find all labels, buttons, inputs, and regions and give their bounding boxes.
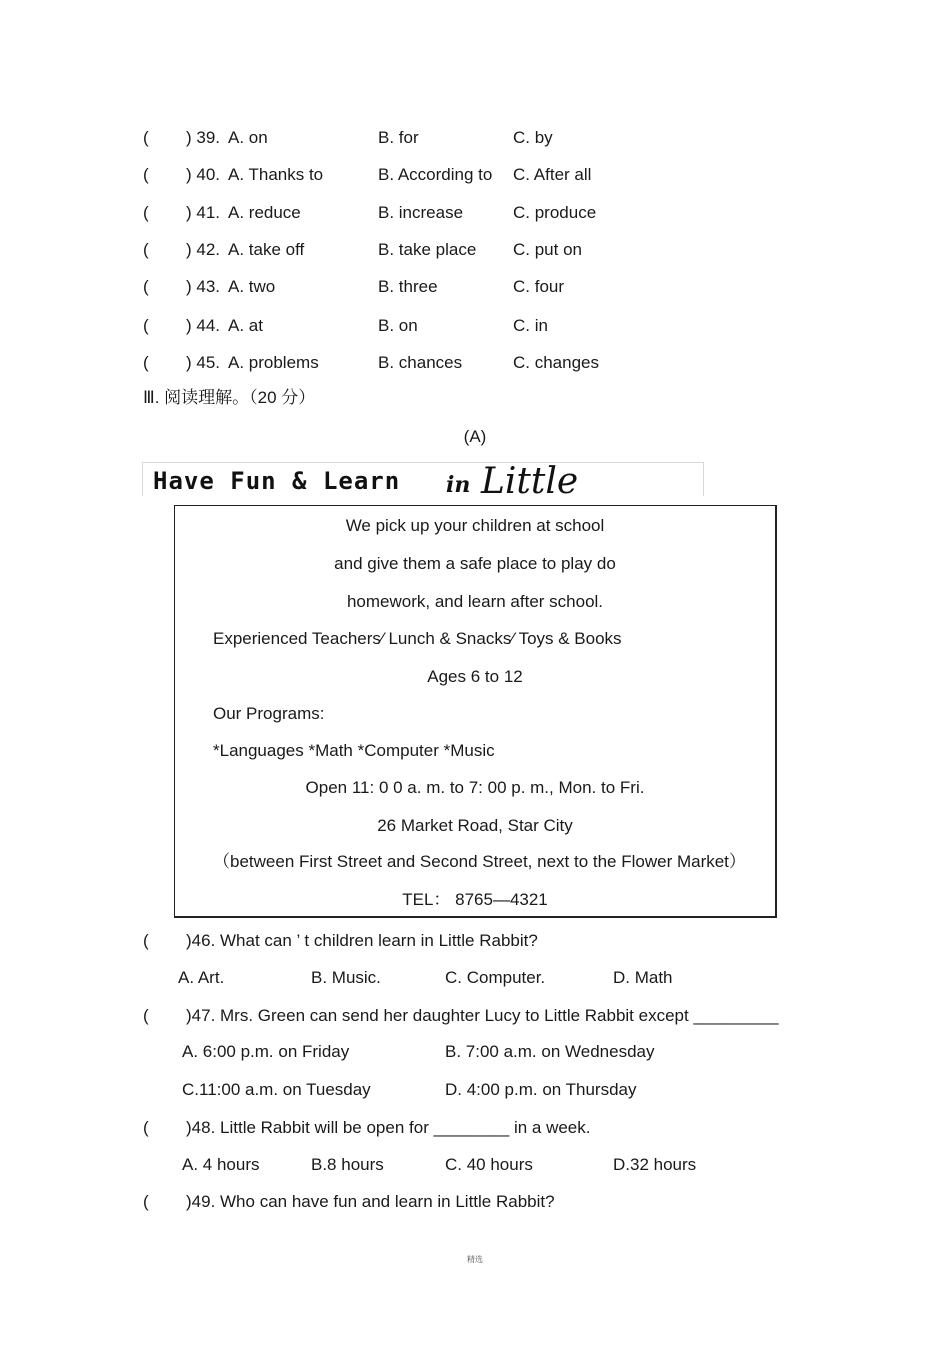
option-a: A. two	[228, 277, 276, 296]
ad-ages: Ages 6 to 12	[427, 667, 523, 686]
question-47-option-c: C.11:00 a.m. on Tuesday	[182, 1080, 371, 1099]
question-46-option-d: D. Math	[613, 968, 673, 987]
question-46-option-c: C. Computer.	[445, 968, 546, 987]
banner-text-part1: Have Fun & Learn	[153, 467, 401, 495]
question-46-stem: )46. What can ’ t children learn in Little Rabbit?	[186, 931, 538, 950]
option-b: B. increase	[378, 203, 464, 222]
question-number: ) 39.	[186, 128, 221, 147]
paren-open: (	[143, 1118, 149, 1137]
question-row	[0, 317, 950, 337]
question-row	[0, 354, 950, 374]
option-c: C. in	[513, 316, 548, 335]
option-b: B. three	[378, 277, 438, 296]
question-47-option-b: B. 7:00 a.m. on Wednesday	[445, 1042, 655, 1061]
ad-address: 26 Market Road, Star City	[377, 816, 573, 835]
question-number: ) 42.	[186, 240, 221, 259]
question-number: ) 43.	[186, 277, 221, 296]
option-a: A. reduce	[228, 203, 301, 222]
question-46-option-b: B. Music.	[311, 968, 381, 987]
question-48-option-a: A. 4 hours	[182, 1155, 260, 1174]
ad-programs-list: *Languages *Math *Computer *Music	[213, 741, 495, 760]
question-48-option-b: B.8 hours	[311, 1155, 384, 1174]
question-number: ) 45.	[186, 353, 221, 372]
question-row	[0, 129, 950, 149]
ad-location: （between First Street and Second Street, next to the Flower Market）	[213, 852, 746, 871]
question-46-option-a: A. Art.	[178, 968, 225, 987]
question-48-stem: )48. Little Rabbit will be open for ________ in a week.	[186, 1118, 591, 1137]
option-c: C. by	[513, 128, 553, 147]
ad-programs-title: Our Programs:	[213, 704, 325, 723]
option-c: C. changes	[513, 353, 599, 372]
paren-open: (	[143, 1192, 149, 1211]
paren-open: (	[143, 316, 149, 335]
question-number: ) 44.	[186, 316, 221, 335]
option-b: B. take place	[378, 240, 477, 259]
option-a: A. Thanks to	[228, 165, 324, 184]
question-48-option-d: D.32 hours	[613, 1155, 697, 1174]
question-row	[0, 166, 950, 186]
option-c: C. four	[513, 277, 565, 296]
option-c: C. put on	[513, 240, 582, 259]
question-47-option-a: A. 6:00 p.m. on Friday	[182, 1042, 350, 1061]
ad-hours: Open 11: 0 0 a. m. to 7: 00 p. m., Mon. to Fri.	[305, 778, 645, 797]
option-a: A. problems	[228, 353, 319, 372]
option-b: B. According to	[378, 165, 493, 184]
advertisement-box	[174, 505, 777, 918]
ad-line: We pick up your children at school	[345, 516, 605, 535]
option-a: A. on	[228, 128, 268, 147]
question-47-option-d: D. 4:00 p.m. on Thursday	[445, 1080, 637, 1099]
option-c: C. After all	[513, 165, 592, 184]
paren-open: (	[143, 1006, 149, 1025]
paren-open: (	[143, 353, 149, 372]
question-row	[0, 241, 950, 261]
banner-text-part2: in	[446, 472, 471, 496]
part-label: (A)	[463, 427, 487, 446]
option-c: C. produce	[513, 203, 597, 222]
option-b: B. for	[378, 128, 419, 147]
question-number: ) 41.	[186, 203, 221, 222]
question-row	[0, 278, 950, 298]
page-footer: 精选	[467, 1255, 483, 1264]
ad-line: and give them a safe place to play do	[334, 554, 616, 573]
paren-open: (	[143, 931, 149, 950]
ad-line: homework, and learn after school.	[346, 592, 604, 611]
paren-open: (	[143, 240, 149, 259]
paren-open: (	[143, 128, 149, 147]
option-a: A. take off	[228, 240, 305, 259]
paren-open: (	[143, 277, 149, 296]
option-b: B. chances	[378, 353, 463, 372]
banner-text-part3: Little	[481, 462, 579, 496]
option-b: B. on	[378, 316, 418, 335]
ad-telephone: TEL： 8765—4321	[402, 890, 548, 909]
question-number: ) 40.	[186, 165, 221, 184]
question-47-stem: )47. Mrs. Green can send her daughter Lucy to Little Rabbit except _________	[186, 1006, 779, 1025]
section-heading: Ⅲ. 阅读理解。（20 分）	[143, 388, 316, 407]
paren-open: (	[143, 203, 149, 222]
ad-features: Experienced Teachers⁄ Lunch & Snacks⁄ Toys & Books	[213, 629, 622, 648]
paren-open: (	[143, 165, 149, 184]
option-a: A. at	[228, 316, 263, 335]
question-48-option-c: C. 40 hours	[445, 1155, 533, 1174]
question-row	[0, 204, 950, 224]
question-49-stem: )49. Who can have fun and learn in Little Rabbit?	[186, 1192, 555, 1211]
little-rabbit-banner	[142, 462, 704, 496]
